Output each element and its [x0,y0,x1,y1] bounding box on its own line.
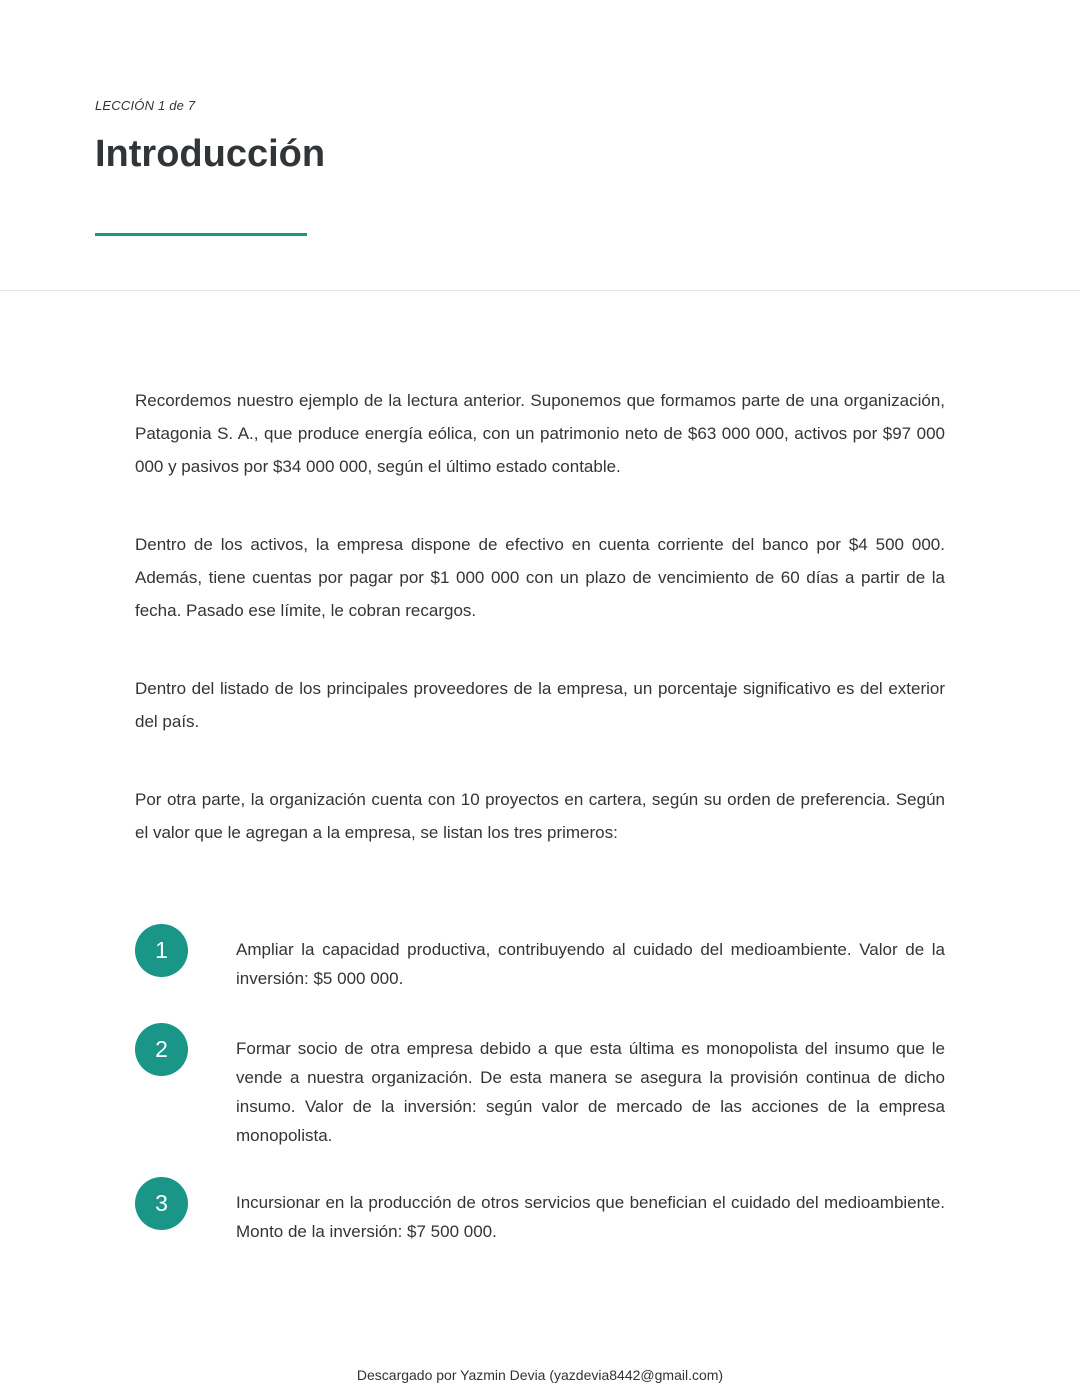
lesson-counter: LECCIÓN 1 de 7 [95,98,196,113]
list-item-text: Ampliar la capacidad productiva, contribuyendo al cuidado del medioambiente. Valor de la inversión: $5 000 000. [236,940,945,988]
list-item [135,1023,945,1150]
list-item [135,924,945,993]
lesson-body [135,384,945,894]
lesson-header [0,0,1080,291]
paragraph-suppliers: Dentro del listado de los principales proveedores de la empresa, un porcentaje significativo es del exterior del país. [135,679,945,731]
list-item-text: Formar socio de otra empresa debido a que esta última es monopolista del insumo que le vende a nuestra organización. De esta manera se asegura la provisión continua de dicho insumo. Valor de la inversión: según valor de mercado de las acciones de la empresa monopolista. [236,1039,945,1145]
number-badge: 2 [135,1023,188,1076]
page-title: Introducción [95,133,326,175]
paragraph-intro: Recordemos nuestro ejemplo de la lectura anterior. Suponemos que formamos parte de una organización, Patagonia S. A., que produce energía eólica, con un patrimonio neto de $63 000 000, activos por $97 000 000 y pasivos por $34 000 000, según el último estado contable. [135,391,945,476]
projects-list [135,924,945,1276]
list-item [135,1177,945,1246]
download-footer: Descargado por Yazmin Devia (yazdevia8442@gmail.com) [356,1367,724,1383]
list-item-text: Incursionar en la producción de otros servicios que benefician el cuidado del medioambiente. Monto de la inversión: $7 500 000. [236,1193,945,1241]
title-underline [95,233,307,236]
paragraph-assets: Dentro de los activos, la empresa dispone de efectivo en cuenta corriente del banco por $4 500 000. Además, tiene cuentas por pagar por $1 000 000 con un plazo de vencimiento de 60 días a partir de la fecha. Pasado ese límite, le cobran recargos. [135,535,945,620]
number-badge: 1 [135,924,188,977]
number-badge: 3 [135,1177,188,1230]
paragraph-projects: Por otra parte, la organización cuenta con 10 proyectos en cartera, según su orden de preferencia. Según el valor que le agregan a la empresa, se listan los tres primeros: [135,790,945,842]
